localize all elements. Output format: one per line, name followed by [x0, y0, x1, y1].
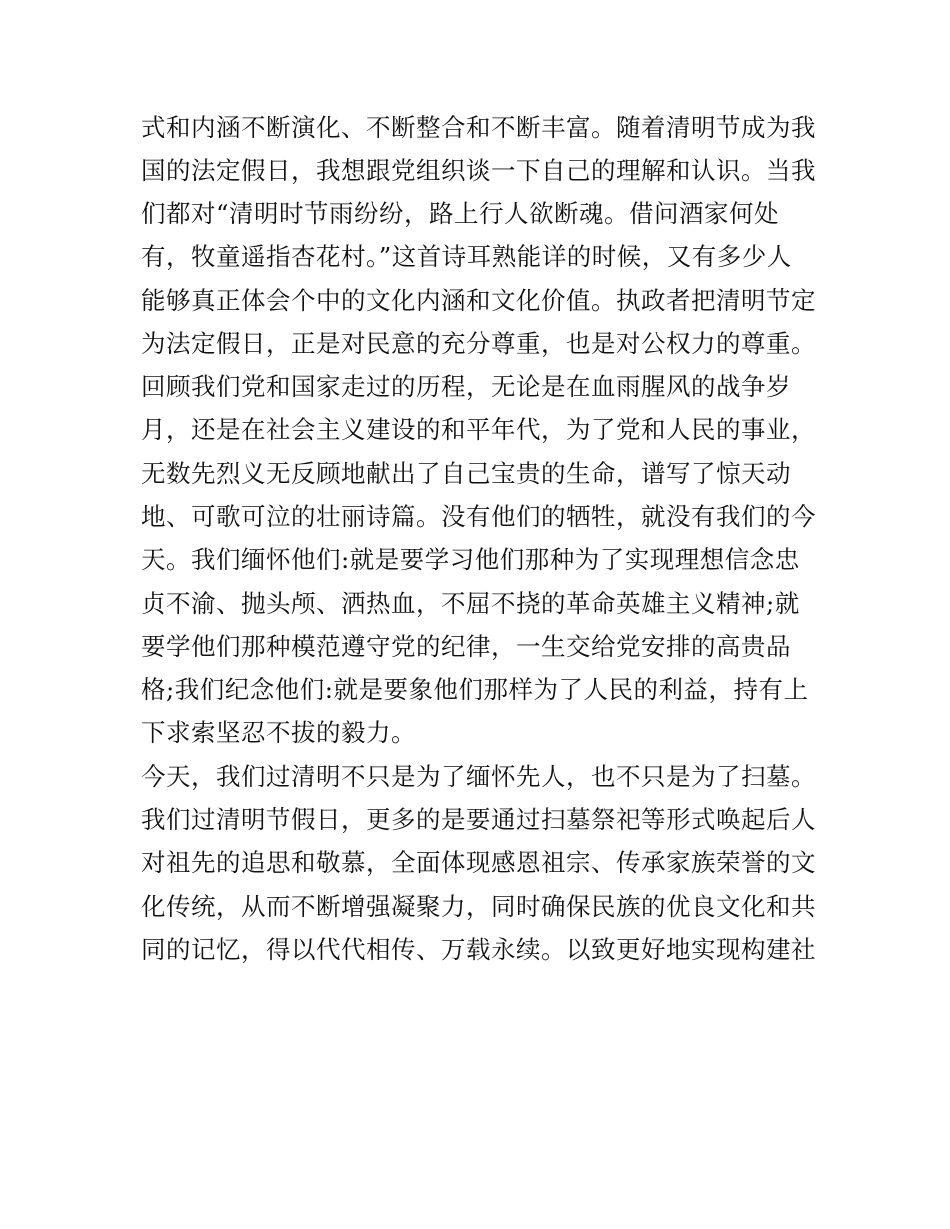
text-line: 同的记忆，得以代代相传、万载永续。以致更好地实现构建社 — [141, 935, 816, 964]
text-line: 今天，我们过清明不只是为了缅怀先人，也不只是为了扫墓。 — [141, 762, 816, 791]
text-line: 式和内涵不断演化、不断整合和不断丰富。随着清明节成为我 — [141, 113, 816, 142]
text-line: 有，牧童遥指杏花村。”这首诗耳熟能详的时候，又有多少人 — [141, 242, 792, 271]
text-line: 格;我们纪念他们:就是要象他们那样为了人民的利益，持有上 — [141, 675, 809, 704]
text-line: 我们过清明节假日，更多的是要通过扫墓祭祀等形式唤起后人 — [141, 805, 816, 834]
text-line: 化传统，从而不断增强凝聚力，同时确保民族的优良文化和共 — [141, 892, 816, 921]
text-line: 国的法定假日，我想跟党组织谈一下自己的理解和认识。当我 — [141, 156, 816, 185]
text-line: 天。我们缅怀他们:就是要学习他们那种为了实现理想信念忠 — [141, 545, 800, 574]
text-line: 地、可歌可泣的壮丽诗篇。没有他们的牺牲，就没有我们的今 — [141, 502, 816, 531]
text-line: 回顾我们党和国家走过的历程，无论是在血雨腥风的战争岁 — [141, 372, 791, 401]
text-line: 要学他们那种模范遵守党的纪律，一生交给党安排的高贵品 — [141, 632, 791, 661]
text-line: 能够真正体会个中的文化内涵和文化价值。执政者把清明节定 — [141, 286, 816, 315]
text-line: 无数先烈义无反顾地献出了自己宝贵的生命，谱写了惊天动 — [141, 459, 791, 488]
text-line: 下求索坚忍不拔的毅力。 — [141, 718, 416, 747]
text-line: 为法定假日，正是对民意的充分尊重，也是对公权力的尊重。 — [141, 329, 816, 358]
text-line: 们都对“清明时节雨纷纷，路上行人欲断魂。借问酒家何处 — [141, 199, 780, 228]
text-line: 对祖先的追思和敬慕，全面体现感恩祖宗、传承家族荣誉的文 — [141, 848, 816, 877]
text-line: 贞不渝、抛头颅、洒热血，不屈不挠的革命英雄主义精神;就 — [141, 589, 800, 618]
text-line: 月，还是在社会主义建设的和平年代，为了党和人民的事业， — [141, 415, 816, 444]
